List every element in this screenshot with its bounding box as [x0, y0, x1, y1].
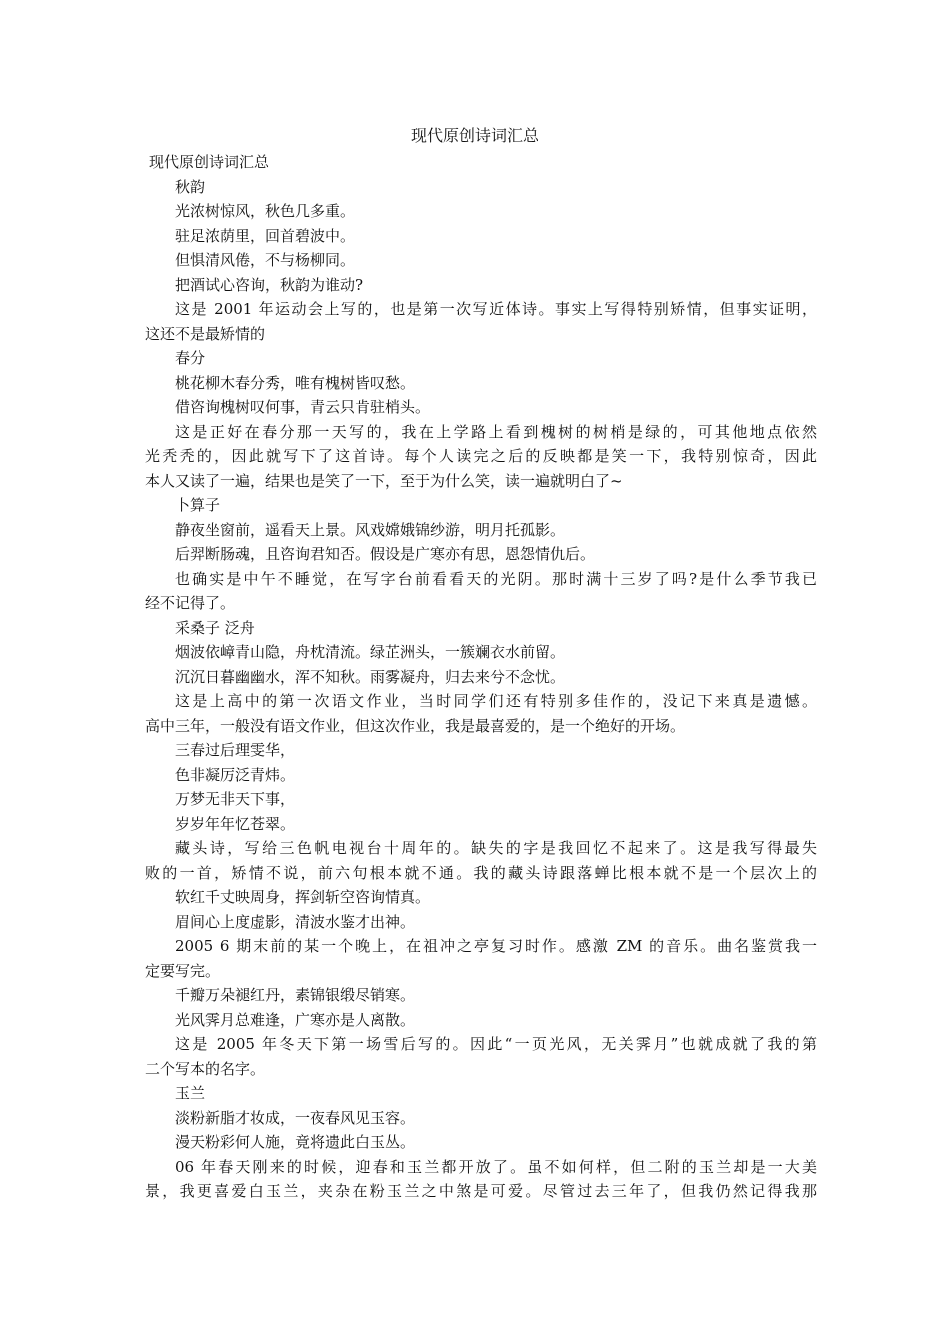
text-line: 光风霁月总难逢，广寒亦是人离散。 — [175, 1010, 416, 1029]
text-line: 高中三年，一般没有语文作业，但这次作业，我是最喜爱的，是一个绝好的开场。 — [145, 716, 686, 735]
text-line: 败的一首，矫情不说，前六句根本就不通。我的藏头诗跟落蝉比根本就不是一个层次上的 — [145, 863, 817, 882]
text-line: 卜算子 — [175, 496, 221, 514]
text-line: 后羿断肠魂，且咨询君知否。假设是广寒亦有思，恩怨情仇后。 — [175, 545, 596, 563]
document-body — [145, 150, 817, 1204]
text-line: 烟波依嶂青山隐，舟枕清流。绿芷洲头，一簇斓衣水前留。 — [175, 643, 566, 661]
text-line: 也确实是中午不睡觉，在写字台前看看天的光阴。那时满十三岁了吗?是什么季节我已 — [175, 569, 817, 588]
text-line: 经不记得了。 — [145, 594, 236, 612]
text-line: 桃花柳木春分秀，唯有槐树皆叹愁。 — [175, 373, 416, 392]
text-line: 这还不是最矫情的 — [145, 324, 266, 343]
text-line: 淡粉新脂才妆成，一夜春风见玉容。 — [175, 1108, 416, 1127]
text-line: 岁岁年年忆苍翠。 — [175, 814, 296, 833]
text-line: 定要写完。 — [145, 961, 221, 980]
text-line: 驻足浓荫里，回首碧波中。 — [175, 226, 356, 245]
text-line: 漫天粉彩何人施，竟将遗此白玉丛。 — [175, 1133, 416, 1151]
text-line: 这是 2005 年冬天下第一场雪后写的。因此“一页光风，无关霁月”也就成就了我的第 — [175, 1035, 817, 1053]
text-line: 色非凝厉泛青炜。 — [175, 765, 296, 784]
text-line: 2005 6 期末前的某一个晚上，在祖冲之亭复习时作。感激 ZM 的音乐。曲名鉴赏我一 — [175, 937, 817, 955]
text-line: 眉间心上度虚影，清波水鉴才出神。 — [175, 912, 416, 931]
text-line: 光浓树惊风，秋色几多重。 — [175, 202, 356, 220]
text-line: 玉兰 — [175, 1084, 206, 1102]
text-line: 把酒试心咨询，秋韵为谁动? — [175, 275, 364, 294]
text-line: 二个写本的名字。 — [145, 1059, 266, 1078]
text-line: 千瓣万朵褪红丹，素锦银缎尽销寒。 — [175, 986, 416, 1004]
text-line: 采桑子 泛舟 — [175, 618, 255, 637]
page-title: 现代原创诗词汇总 — [410, 126, 539, 145]
text-line: 软红千丈映周身，挥剑斩空咨询情真。 — [175, 888, 431, 906]
text-line: 沉沉日暮幽幽水，浑不知秋。雨雾凝舟，归去来兮不念忧。 — [175, 667, 566, 686]
text-line: 但惧清风倦，不与杨柳同。 — [175, 251, 356, 269]
text-line: 这是正好在春分那一天写的，我在上学路上看到槐树的树梢是绿的，可其他地点依然 — [175, 422, 817, 441]
text-line: 静夜坐窗前，遥看天上景。风戏嫦娥锦纱游，明月托孤影。 — [175, 520, 566, 539]
text-line: 借咨询槐树叹何事，青云只肯驻梢头。 — [175, 398, 431, 416]
text-line: 这是上高中的第一次语文作业，当时同学们还有特别多佳作的，没记下来真是遗憾。 — [175, 692, 817, 710]
text-line: 06 年春天刚来的时候，迎春和玉兰都开放了。虽不如何样，但二附的玉兰却是一大美 — [175, 1157, 817, 1176]
section-heading: 现代原创诗词汇总 — [149, 153, 270, 171]
text-line: 藏头诗，写给三色帆电视台十周年的。缺失的字是我回忆不起来了。这是我写得最失 — [175, 839, 817, 857]
text-line: 这是 2001 年运动会上写的，也是第一次写近体诗。事实上写得特别矫情，但事实证明， — [175, 300, 817, 318]
text-line: 万梦无非天下事， — [175, 790, 296, 808]
text-line: 三春过后理雯华， — [175, 741, 296, 759]
text-line: 秋韵 — [175, 177, 206, 196]
text-line: 春分 — [175, 349, 206, 367]
text-line: 景，我更喜爱白玉兰，夹杂在粉玉兰之中煞是可爱。尽管过去三年了，但我仍然记得我那 — [145, 1182, 817, 1200]
text-line: 本人又读了一遍，结果也是笑了一下，至于为什么笑，读一遍就明白了~ — [145, 471, 623, 490]
text-line: 光秃秃的，因此就写下了这首诗。每个人读完之后的反映都是笑一下，我特别惊奇，因此 — [145, 447, 817, 465]
